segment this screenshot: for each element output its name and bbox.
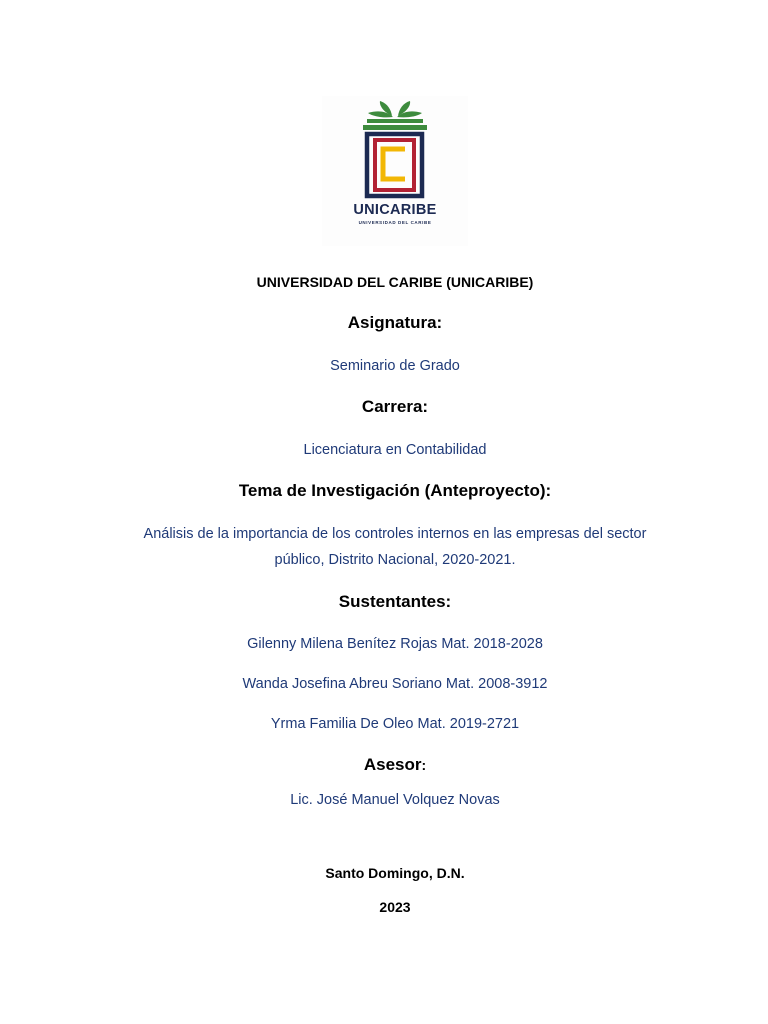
place: Santo Domingo, D.N. (325, 865, 465, 881)
sustentantes-label: Sustentantes: (338, 592, 452, 611)
asesor-name: Lic. José Manuel Volquez Novas (290, 792, 500, 808)
asignatura-label: Asignatura: (347, 313, 443, 332)
asesor-label: Asesor (363, 755, 422, 774)
student-1: Gilenny Milena Benítez Rojas Mat. 2018-2028 (247, 636, 543, 652)
unicaribe-logo (322, 96, 468, 246)
carrera-value: Licenciatura en Contabilidad (303, 442, 487, 458)
carrera-label: Carrera: (361, 397, 429, 416)
logo-wordmark: UNICARIBE (353, 202, 437, 218)
asesor-heading (0, 755, 768, 775)
student-3: Yrma Familia De Oleo Mat. 2019-2721 (270, 716, 520, 732)
asignatura-value: Seminario de Grado (330, 358, 460, 374)
asesor-colon: : (421, 757, 427, 773)
tema-label: Tema de Investigación (Anteproyecto): (238, 481, 552, 500)
tema-line-2: público, Distrito Nacional, 2020-2021. (274, 552, 516, 568)
year: 2023 (379, 899, 411, 915)
tema-line-1: Análisis de la importancia de los controles internos en las empresas del sector (143, 526, 647, 542)
student-2: Wanda Josefina Abreu Soriano Mat. 2008-3912 (242, 676, 548, 692)
logo-subtitle: UNIVERSIDAD DEL CARIBE (358, 220, 432, 225)
institution-name: UNIVERSIDAD DEL CARIBE (UNICARIBE) (256, 274, 534, 290)
